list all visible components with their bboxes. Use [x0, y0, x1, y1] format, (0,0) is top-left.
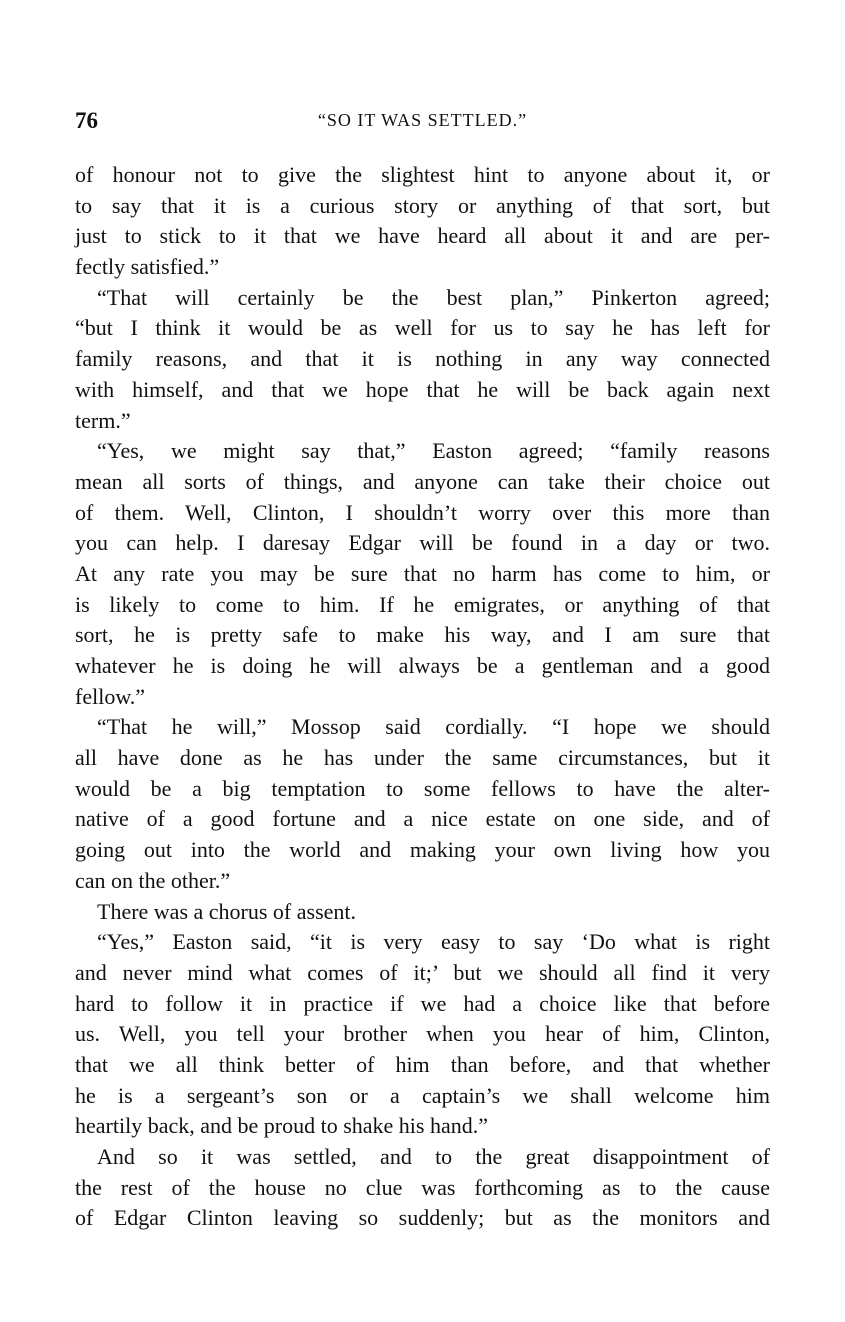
- text-line: going out into the world and making your own living how you: [75, 837, 770, 863]
- text-line: At any rate you may be sure that no harm has come to him, or: [75, 560, 770, 586]
- text-line: sort, he is pretty safe to make his way, and I am sure that: [75, 622, 770, 648]
- text-line: just to stick to it that we have heard all about it and are per-: [75, 223, 770, 249]
- text-line: fectly satisfied.”: [75, 254, 220, 280]
- text-line: mean all sorts of things, and anyone can take their choice out: [75, 468, 770, 494]
- text-line: And so it was settled, and to the great disappointment of: [97, 1144, 770, 1169]
- text-line: would be a big temptation to some fellows to have the alter-: [75, 775, 770, 801]
- text-line: term.”: [75, 407, 131, 433]
- text-line: heartily back, and be proud to shake his hand.”: [75, 1113, 488, 1139]
- text-line: of honour not to give the slightest hint to anyone about it, or: [75, 162, 770, 187]
- page-number: 76: [75, 108, 98, 133]
- text-line: the rest of the house no clue was forthcoming as to the cause: [75, 1174, 770, 1200]
- text-line: fellow.”: [75, 683, 146, 709]
- text-line: with himself, and that we hope that he will be back again next: [75, 376, 770, 402]
- text-line: to say that it is a curious story or anything of that sort, but: [75, 192, 770, 218]
- text-line: of them. Well, Clinton, I shouldn’t worry over this more than: [75, 499, 770, 525]
- running-header: [75, 108, 770, 138]
- text-line: “That he will,” Mossop said cordially. “I hope we should: [97, 714, 770, 740]
- text-line: “Yes, we might say that,” Easton agreed; “family reasons: [97, 438, 770, 464]
- text-line: There was a chorus of assent.: [97, 898, 357, 924]
- running-title: “SO IT WAS SETTLED.”: [317, 110, 528, 130]
- text-line: of Edgar Clinton leaving so suddenly; but as the monitors and: [75, 1205, 770, 1231]
- text-line: family reasons, and that it is nothing in any way connected: [75, 346, 770, 372]
- text-line: whatever he is doing he will always be a gentleman and a good: [75, 653, 770, 678]
- text-line: you can help. I daresay Edgar will be found in a day or two.: [75, 530, 770, 556]
- text-line: “but I think it would be as well for us to say he has left for: [75, 315, 770, 341]
- text-line: is likely to come to him. If he emigrates, or anything of that: [75, 591, 770, 617]
- text-line: can on the other.”: [75, 867, 231, 893]
- text-line: “That will certainly be the best plan,” Pinkerton agreed;: [97, 284, 770, 310]
- text-line: “Yes,” Easton said, “it is very easy to say ‘Do what is right: [97, 929, 770, 955]
- text-line: hard to follow it in practice if we had a choice like that before: [75, 990, 770, 1016]
- text-line: native of a good fortune and a nice estate on one side, and of: [75, 806, 770, 832]
- text-line: he is a sergeant’s son or a captain’s we shall welcome him: [75, 1082, 770, 1108]
- text-line: and never mind what comes of it;’ but we should all find it very: [75, 959, 770, 985]
- text-line: us. Well, you tell your brother when you hear of him, Clinton,: [75, 1021, 770, 1047]
- text-line: all have done as he has under the same circumstances, but it: [75, 745, 770, 771]
- body-text: [75, 160, 770, 1234]
- text-line: that we all think better of him than before, and that whether: [75, 1051, 770, 1077]
